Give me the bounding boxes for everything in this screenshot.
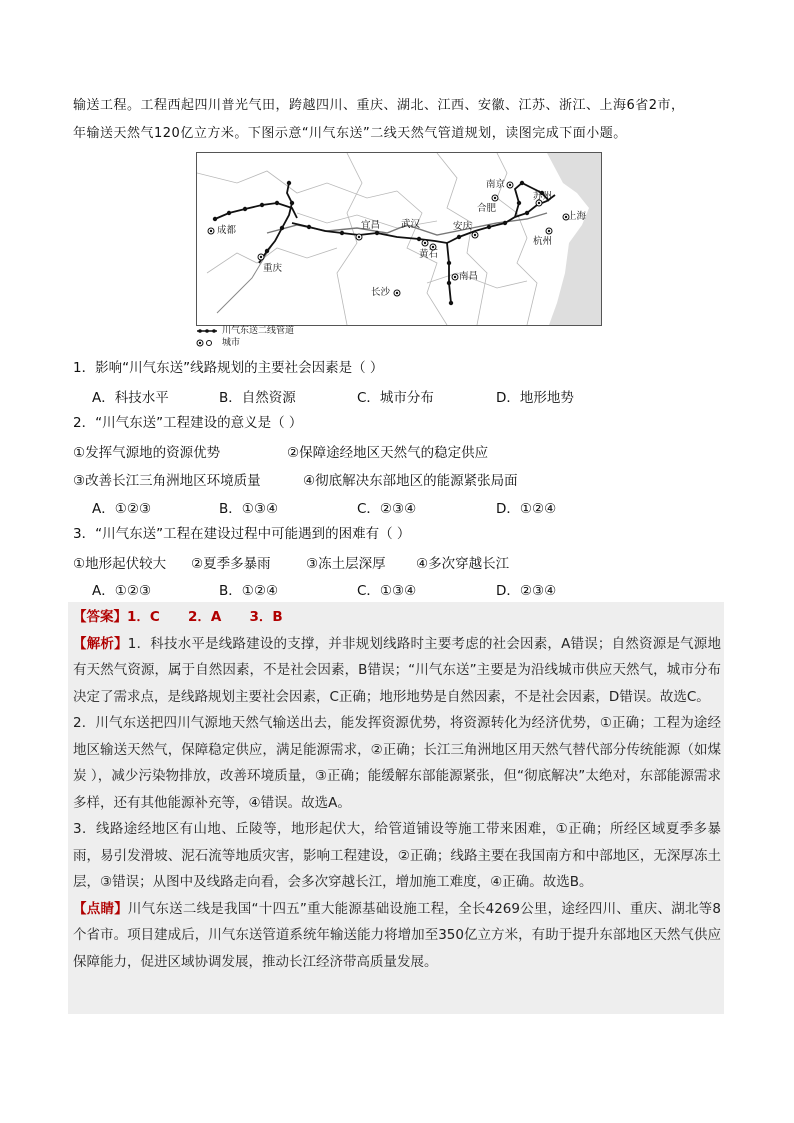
q1-option-d[interactable]: D．地形地势	[496, 390, 574, 406]
question-3-options	[92, 579, 556, 599]
pipeline-route	[215, 183, 555, 303]
analysis-1-text: 1．科技水平是线路建设的支撑，并非规划线路时主要考虑的社会因素，A错误；自然资源是气源地有天然气资源，属于自然因素，不是社会因素，B错误；“川气东送”主要是为沿线城市供应天然气，城市分布决定了需求点，是线路规划主要社会因素，C正确；地形地势是自然因素，不是社会因素，D错误。故选C。	[73, 635, 721, 705]
intro-line-2: 年输送天然气120亿立方米。下图示意“川气东送”二线天然气管道规划，读图完成下面小题。	[73, 126, 627, 141]
question-2-items-row1	[73, 441, 488, 461]
city-label-nanjing: 南京	[486, 179, 506, 190]
tip	[73, 896, 721, 976]
tip-label: 【点睛】	[73, 900, 128, 917]
city-label-yichang: 宜昌	[361, 220, 381, 231]
city-markers	[208, 182, 569, 296]
analysis-1	[73, 631, 721, 711]
q1-option-b[interactable]: B．自然资源	[219, 390, 296, 406]
pipeline-map	[196, 152, 602, 326]
sea-area	[547, 153, 601, 325]
city-label-shanghai: 上海	[567, 211, 587, 222]
q2-option-c[interactable]: C．②③④	[357, 501, 417, 517]
answer-text: 1．C 2．A 3．B	[127, 609, 283, 625]
q1-option-a[interactable]: A．科技水平	[92, 390, 169, 406]
city-label-suzhou: 苏州	[533, 191, 553, 202]
map-svg	[197, 153, 601, 325]
question-2-options	[92, 497, 556, 517]
q3-option-c[interactable]: C．①③④	[357, 583, 417, 599]
q3-item-4: ④多次穿越长江	[416, 556, 510, 572]
pipeline-legend-icon	[196, 327, 218, 335]
city-label-changsha: 长沙	[371, 287, 391, 298]
city-label-chengdu: 成都	[217, 225, 237, 236]
analysis-3: 3．线路途经地区有山地、丘陵等，地形起伏大，给管道铺设等施工带来困难，①正确；所经区域夏季多暴雨，易引发滑坡、泥石流等地质灾害，影响工程建设，②正确；线路主要在我国南方和中部地区，无深厚冻土层，③错误；从图中及线路走向看，会多次穿越长江，增加施工难度，④正确。故选B。	[73, 821, 721, 890]
city-label-huangshi: 黄石	[419, 249, 439, 260]
map-legend	[196, 325, 294, 349]
analysis-label: 【解析】	[73, 635, 128, 652]
legend-pipeline-label: 川气东送二线管道	[222, 326, 295, 336]
question-2-stem: 2．“川气东送”工程建设的意义是（ ）	[73, 415, 303, 431]
analysis-2: 2．川气东送把四川气源地天然气输送出去，能发挥资源优势，将资源转化为经济优势，①正确；工程为途经地区输送天然气，保障稳定供应，满足能源需求，②正确；长江三角洲地区用天然气替代部分传统能源（如煤炭 ），减少污染物排放，改善环境质量，③正确；能缓解东部能源紧张，但“彻底解决”太绝对，东部能源需求多样，还有其他能源补充等，④错误。故选A。	[73, 715, 721, 811]
answer-label: 【答案】	[73, 609, 127, 625]
tip-text: 川气东送二线是我国“十四五”重大能源基础设施工程，全长4269公里，途经四川、重庆、湖北等8个省市。项目建成后，川气东送管道系统年输送能力将增加至350亿立方米，有助于提升东部地区天然气供应保障能力，促进区域协调发展，推动长江经济带高质量发展。	[73, 900, 721, 970]
q2-item-1: ①发挥气源地的资源优势	[73, 445, 221, 461]
q2-option-a[interactable]: A．①②③	[92, 501, 152, 517]
city-label-hefei: 合肥	[477, 203, 497, 214]
q3-option-d[interactable]: D．②③④	[496, 583, 557, 599]
q3-option-a[interactable]: A．①②③	[92, 583, 152, 599]
q3-option-b[interactable]: B．①②④	[219, 583, 279, 599]
question-3-items	[73, 552, 509, 572]
q1-option-c[interactable]: C．城市分布	[357, 390, 434, 406]
answer-line	[73, 604, 721, 631]
question-1-stem: 1．影响“川气东送”线路规划的主要社会因素是（ ）	[73, 360, 384, 376]
legend-pipeline	[196, 325, 294, 337]
city-label-hangzhou: 杭州	[533, 236, 553, 247]
q3-item-3: ③冻土层深厚	[306, 556, 386, 572]
legend-city	[196, 337, 294, 349]
q2-item-2: ②保障途经地区天然气的稳定供应	[287, 445, 489, 461]
legend-city-label: 城市	[222, 338, 241, 348]
answer-section	[73, 604, 721, 975]
city-label-anqing: 安庆	[453, 221, 473, 232]
q2-item-4: ④彻底解决东部地区的能源紧张局面	[303, 473, 518, 489]
city-label-chongqing: 重庆	[263, 263, 283, 274]
question-1-options	[92, 386, 574, 406]
intro-line-1: 输送工程。工程西起四川普光气田，跨越四川、重庆、湖北、江西、安徽、江苏、浙江、上海6省2市，	[73, 98, 685, 113]
question-3-stem: 3．“川气东送”工程在建设过程中可能遇到的困难有（ ）	[73, 526, 411, 542]
city-label-wuhan: 武汉	[401, 219, 421, 230]
city-label-nanchang: 南昌	[459, 271, 479, 282]
intro-text	[73, 92, 723, 148]
q2-item-3: ③改善长江三角洲地区环境质量	[73, 473, 261, 489]
q3-item-2: ②夏季多暴雨	[191, 556, 271, 572]
question-2-items-row2	[73, 469, 518, 489]
q2-option-b[interactable]: B．①③④	[219, 501, 279, 517]
q3-item-1: ①地形起伏较大	[73, 556, 167, 572]
city-legend-icon	[196, 339, 218, 347]
q2-option-d[interactable]: D．①②④	[496, 501, 557, 517]
